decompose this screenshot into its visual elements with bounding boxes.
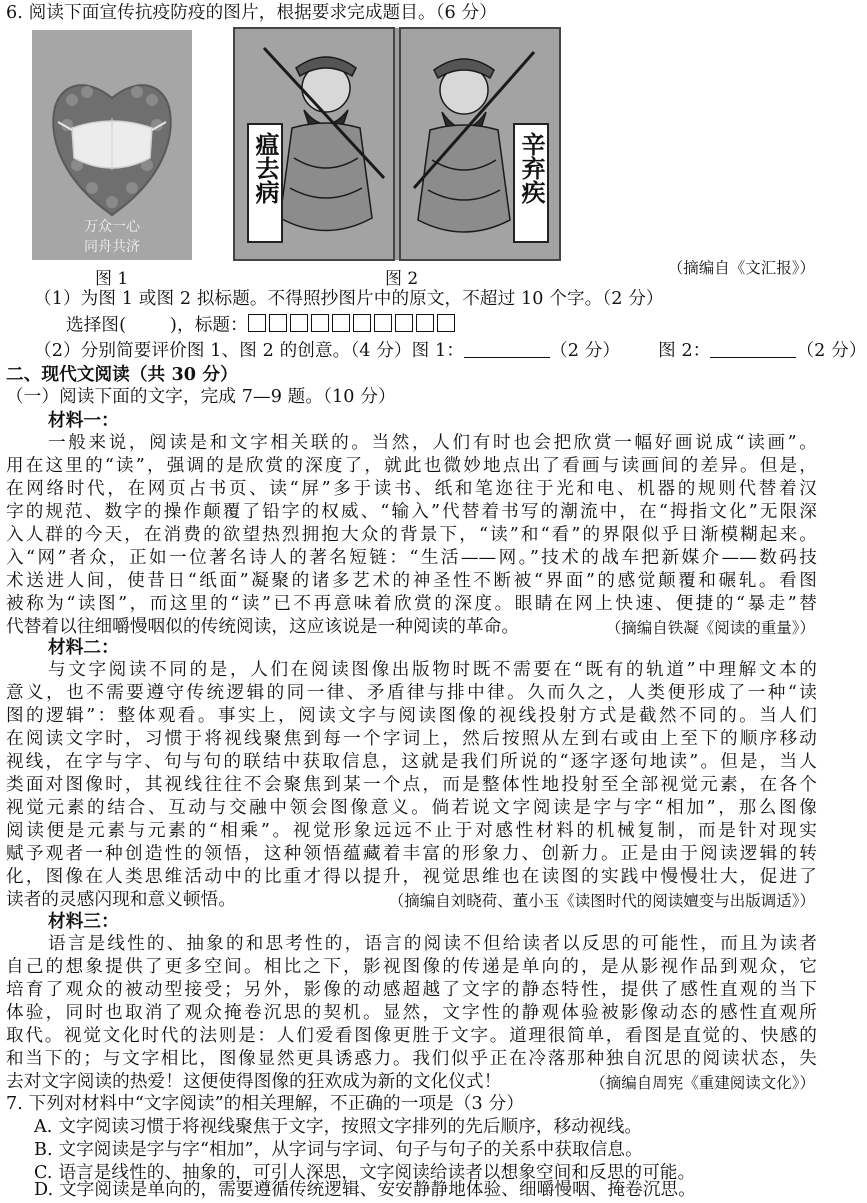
m2-last-line: 读者的灵感闪现和意义顿悟。: [6, 890, 237, 910]
title-box[interactable]: [248, 314, 266, 332]
section-subheading: （一）阅读下面的文字，完成 7—9 题。（10 分）: [6, 387, 396, 407]
material-3-label: 材料三：: [48, 911, 119, 932]
m1-last-line: 代替着以往细嚼慢咽似的传统阅读，这应该说是一种阅读的革命。: [6, 617, 520, 637]
m2-line: 化，图像在人类思维活动中的比重才得以提升，视觉思维也在读图的实践中慢慢壮大，促进了: [6, 867, 817, 887]
m3-line: 培育了观众的被动型接受；另外，影像的动感超越了文字的静态特性，提供了感性直观的当下: [6, 980, 817, 1000]
q6-sub1: （1）为图 1 或图 2 拟标题。不得照抄图片中的原文，不超过 10 个字。（2 分）: [34, 289, 664, 309]
title-label: )，标题：: [170, 315, 248, 336]
q7-option-b[interactable]: B. 文字阅读是字与字“相加”，从字词与字词、句子与句子的关系中获取信息。: [34, 1140, 643, 1160]
title-box[interactable]: [416, 314, 434, 332]
m1-line: 在网络时代，在网页占书页、读“屏”多于读书、纸和笔迩往于光和电、机器的规则代替着汉: [6, 479, 817, 499]
title-box[interactable]: [395, 314, 413, 332]
door-gods-illustration: [234, 28, 560, 260]
m3-line: 取代。视觉文化时代的法则是：人们爱看图像更胜于文字。道理很简单，看图是直觉的、快感的: [6, 1026, 817, 1046]
q7-option-d[interactable]: D. 文字阅读是单向的，需要遵循传统逻辑、安安静静地体验、细嚼慢咽、掩卷沉思。: [34, 1180, 696, 1200]
m3-line: 和当下的；与文字相比，图像显然更具诱惑力。我们似乎正在冷落那种独自沉思的阅读状态，失: [6, 1049, 817, 1069]
m2-line: 图的逻辑”：整体观看。事实上，阅读文字与阅读图像的视线投射方式是截然不同的。当人们: [6, 706, 817, 726]
choose-fig-label: 选择图(: [66, 315, 127, 336]
m1-line: 字的规范、数字的操作颠覆了铅字的权威、“输入”代替着书写的潮流中，在“拇指文化”无限深: [6, 502, 817, 522]
m2-source: （摘编自刘晓荷、董小玉《读图时代的阅读嬗变与出版调适》）: [388, 892, 815, 910]
fig2-answer-blank[interactable]: [710, 340, 796, 358]
fig1-caption: 图 1: [95, 269, 129, 289]
title-box[interactable]: [374, 314, 392, 332]
m3-line: 体验，同时也取消了观众掩卷沉思的契机。显然，文字性的静观体验被影像动态的感性直观所: [6, 1003, 817, 1023]
material-2-label: 材料二：: [48, 637, 119, 658]
section-heading: 二、现代文阅读（共 30 分）: [6, 364, 238, 385]
title-box[interactable]: [269, 314, 287, 332]
m2-line: 意义，也不需要遵守传统逻辑的同一律、矛盾律与排中律。久而久之，人类便形成了一种“读: [6, 683, 817, 703]
m1-line: 入人群的今天，在消费的欲望热烈拥抱大众的背景下，“读”和“看”的界限似乎日渐模糊起来。: [6, 525, 817, 545]
q7-option-a[interactable]: A. 文字阅读习惯于将视线聚焦于文字，按照文字排列的先后顺序，移动视线。: [34, 1117, 643, 1137]
material-1-label: 材料一：: [48, 410, 119, 431]
title-box[interactable]: [332, 314, 350, 332]
q6-source: （摘编自《文汇报》）: [667, 259, 815, 277]
fig2-left-label: 瘟去病: [251, 132, 280, 204]
m3-line: 语言是线性的、抽象的和思考性的，语言的阅读不但给读者以反思的可能性，而且为读者: [48, 934, 817, 954]
m3-last-line: 去对文字阅读的热爱！这便使得图像的狂欢成为新的文化仪式！: [6, 1072, 502, 1092]
figure-2: [234, 28, 560, 260]
q7-option-c[interactable]: C. 语言是线性的、抽象的，可引人深思，文字阅读给读者以想象空间和反思的可能。: [34, 1163, 696, 1183]
m2-line: 与文字阅读不同的是，人们在阅读图像出版物时既不需要在“既有的轨道”中理解文本的: [48, 660, 817, 680]
title-box[interactable]: [311, 314, 329, 332]
m2-line: 阅读便是元素与元素的“相乘”。视觉形象远远不止于对感性材料的机械复制，而是针对现实: [6, 821, 817, 841]
m2-line: 视线，在字与字、句与句的联结中获取信息，这就是我们所说的“逐字逐句地读”。但是，当人: [6, 752, 817, 772]
m1-line: 被称为“读图”，而这里的“读”已不再意味着欣赏的深度。眼睛在网上快速、便捷的“暴走”替: [6, 594, 817, 614]
figure-1: [32, 30, 192, 260]
sub2-points-1: （2 分）: [550, 341, 621, 361]
m2-line: 在阅读文字时，习惯于将视线聚焦到每一个字词上，然后按照从左到右或由上至下的顺序移动: [6, 729, 817, 749]
fig2-caption: 图 2: [385, 269, 419, 289]
title-box[interactable]: [353, 314, 371, 332]
sub2-points-2: （2 分）: [796, 341, 867, 361]
sub2-fig2-label: 图 2：: [658, 341, 711, 361]
q6-sub1-answer-row: [66, 314, 817, 338]
m1-source: （摘编自铁凝《阅读的重量》）: [605, 619, 815, 637]
q6-sub2: [34, 340, 867, 363]
title-boxes[interactable]: [248, 314, 458, 337]
m1-line: 术送进人间，使昔日“纸面”凝聚的诸多艺术的神圣性不断被“界面”的感觉颠覆和碾轧。看图: [6, 571, 817, 591]
m2-line: 视觉元素的结合、互动与交融中领会图像意义。倘若说文字阅读是字与字“相加”，那么图像: [6, 798, 817, 818]
fig1-text-2: 同舟共济: [84, 239, 140, 255]
m1-line: 入“网”者众，正如一位著名诗人的著名短链：“生活——网。”技术的战车把新媒介——数码技: [6, 548, 817, 568]
m2-line: 赋予观者一种创造性的领悟，这种领悟蕴藏着丰富的形象力、创新力。正是由于阅读逻辑的转: [6, 844, 817, 864]
sub2-text: （2）分别简要评价图 1、图 2 的创意。（4 分）图 1：: [34, 341, 465, 361]
m3-line: 自己的想象提供了更多空间。相比之下，影视图像的传递是单向的，是从影视作品到观众，它: [6, 957, 817, 977]
title-box[interactable]: [437, 314, 455, 332]
q7-stem: 7. 下列对材料中“文字阅读”的相关理解，不正确的一项是（3 分）: [6, 1094, 524, 1114]
q6-title: 6. 阅读下面宣传抗疫防疫的图片，根据要求完成题目。（6 分）: [6, 3, 497, 23]
fig2-right-label: 辛弃疾: [517, 132, 546, 204]
m3-source: （摘编自周宪《重建阅读文化》）: [590, 1074, 815, 1092]
m1-line: 一般来说，阅读是和文字相关联的。当然，人们有时也会把欣赏一幅好画说成“读画”。: [48, 433, 817, 453]
m1-line: 用在这里的“读”，强调的是欣赏的深度了，就此也微妙地点出了看画与读画间的差异。但是，: [6, 456, 817, 476]
m2-line: 类面对图像时，其视线往往不会聚焦到某一个点，而是整体性地投射至全部视觉元素，在各个: [6, 775, 817, 795]
fig1-text-1: 万众一心: [84, 219, 140, 235]
fig1-answer-blank[interactable]: [464, 340, 550, 358]
title-box[interactable]: [290, 314, 308, 332]
